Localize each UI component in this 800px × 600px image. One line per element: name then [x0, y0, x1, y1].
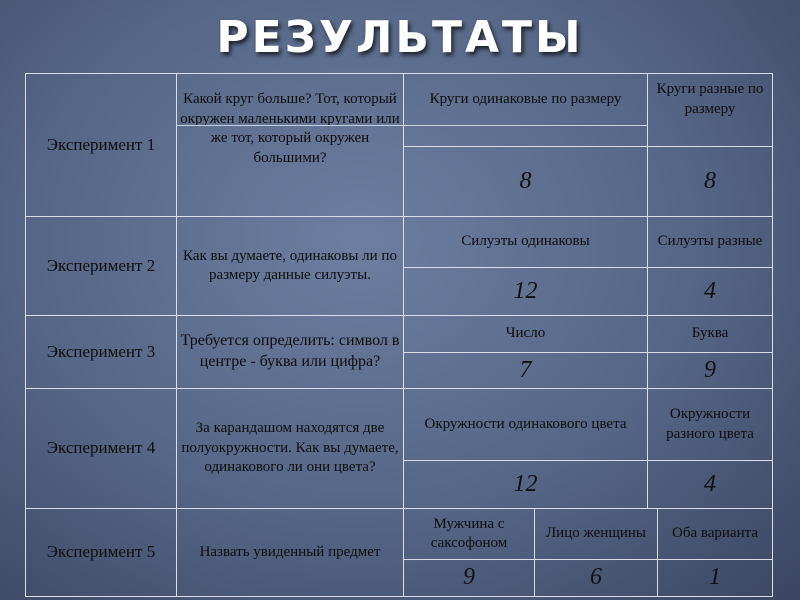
experiment-3-label: Эксперимент 3 — [25, 315, 177, 389]
experiment-3-value-1: 7 — [403, 352, 648, 389]
experiment-3-value-2: 9 — [647, 352, 773, 389]
experiment-3-question: Требуется определить: символ в центре - буква или цифра? — [176, 315, 404, 389]
experiment-1-option-1: Круги одинаковые по размеру — [403, 73, 648, 147]
experiment-3-option-2: Буква — [647, 315, 773, 353]
experiment-4-value-1: 12 — [403, 460, 648, 509]
experiment-1-value-1: 8 — [403, 146, 648, 217]
experiment-5-label: Эксперимент 5 — [25, 508, 177, 597]
experiment-4-question: За карандашом находятся две полуокружности. Как вы думаете, одинакового ли они цвета? — [176, 388, 404, 509]
experiment-5-question: Назвать увиденный предмет — [176, 508, 404, 597]
experiment-1-label: Эксперимент 1 — [25, 73, 177, 217]
experiment-5-value-3: 1 — [657, 559, 773, 597]
experiment-5-option-1: Мужчина с саксофоном — [403, 508, 535, 560]
experiment-2-value-1: 12 — [403, 267, 648, 316]
page-title: РЕЗУЛЬТАТЫ — [216, 12, 584, 63]
experiment-5-value-1: 9 — [403, 559, 535, 597]
experiment-4-option-2: Окружности разного цвета — [647, 388, 773, 461]
experiment-1-value-2: 8 — [647, 146, 773, 217]
experiment-1-question: Какой круг больше? Тот, который окружен маленькими кругами или же тот, который окружен большими? — [176, 73, 404, 217]
experiment-3-option-1: Число — [403, 315, 648, 353]
experiment-4-option-1: Окружности одинакового цвета — [403, 388, 648, 461]
experiment-4-label: Эксперимент 4 — [25, 388, 177, 509]
experiment-5-option-3: Оба варианта — [657, 508, 773, 560]
experiment-2-option-1: Силуэты одинаковы — [403, 216, 648, 268]
experiment-5-value-2: 6 — [534, 559, 658, 597]
experiment-1-option-2: Круги разные по размеру — [647, 73, 773, 147]
divider-line — [176, 125, 648, 126]
experiment-2-label: Эксперимент 2 — [25, 216, 177, 316]
experiment-4-value-2: 4 — [647, 460, 773, 509]
experiment-2-option-2: Силуэты разные — [647, 216, 773, 268]
experiment-2-value-2: 4 — [647, 267, 773, 316]
experiment-5-option-2: Лицо женщины — [534, 508, 658, 560]
experiment-2-question: Как вы думаете, одинаковы ли по размеру данные силуэты. — [176, 216, 404, 316]
